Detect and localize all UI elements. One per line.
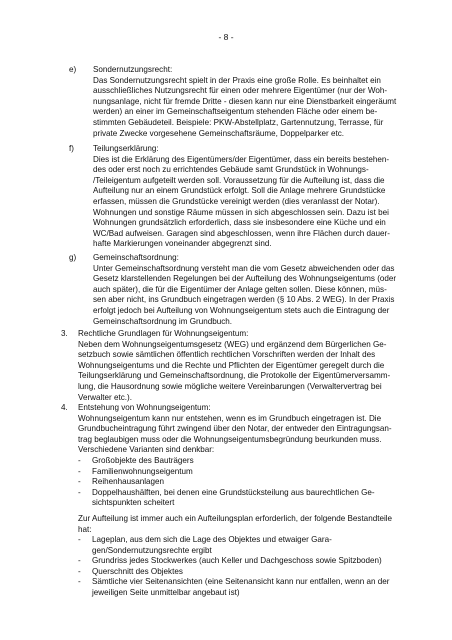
bullet-dash: - bbox=[78, 556, 81, 566]
section-4-label: 4. bbox=[61, 403, 68, 412]
list-item-text: Sämtliche vier Seitenansichten (eine Seitenansicht kann nur entfallen, wenn an der bbox=[92, 577, 390, 587]
text-line: hat: bbox=[78, 524, 92, 534]
list-item-text: jeweiligen Seite unmittelbar angebaut ist) bbox=[92, 587, 240, 597]
list-item-text: Großobjekte des Bauträgers bbox=[92, 456, 194, 465]
list-item-text: Doppelhaushälften, bei denen eine Grundstücksteilung aus baurechtlichen Ge- bbox=[92, 487, 375, 497]
section-e-title: Sondernutzungsrecht: bbox=[93, 65, 173, 74]
aufteilungsplan-intro bbox=[78, 514, 392, 535]
text-line: Grundbucheintragung führt zwingend über den Notar, der entweder den Eintragungsan- bbox=[78, 424, 392, 434]
text-line: Verschiedene Varianten sind denkbar: bbox=[78, 445, 215, 455]
bullet-dash: - bbox=[78, 535, 81, 544]
text-line: trag beglaubigen muss oder die Wohnungseigentumsbegründung beurkunden muss. bbox=[78, 434, 382, 444]
text-line: Gesetz klarstellenden Regelungen bei der Aufteilung des Wohnungseigentums (oder bbox=[93, 274, 397, 284]
text-line: Aufteilung nur an einem Grundstück erfolgt. Soll die Anlage mehrere Grundstücke bbox=[93, 186, 386, 196]
list-item-text: gen/Sondernutzungsrechte ergibt bbox=[92, 545, 212, 555]
section-f-label: f) bbox=[69, 144, 74, 153]
text-line: auch später), die für die Eigentümer der Anlage gelten sollen. Diese können, müs- bbox=[93, 284, 387, 294]
text-line: Wohnungen und sonstige Räume müssen in sich abgeschlossen sein. Dazu ist bei bbox=[93, 207, 389, 217]
section-4-title: Entstehung von Wohnungseigentum: bbox=[78, 403, 211, 412]
text-line: Unter Gemeinschaftsordnung versteht man die vom Gesetz abweichenden oder das bbox=[93, 263, 395, 273]
text-line: Verwalter etc.). bbox=[78, 392, 132, 402]
bullet-dash: - bbox=[78, 577, 81, 587]
text-line: sen aber nicht, ins Grundbuch eingetragen werden (§ 10 Abs. 2 WEG). In der Praxis bbox=[93, 295, 395, 305]
list-item-text: sichtspunkten scheitert bbox=[92, 498, 175, 508]
section-3-label: 3. bbox=[61, 329, 68, 338]
section-f-title: Teilungserklärung: bbox=[93, 144, 159, 153]
text-line: erfolgt jedoch bei Aufteilung von Wohnungseigentum stets auch die Eintragung der bbox=[93, 305, 390, 315]
text-line: private Zwecke vorgesehene Gemeinschaftsräume, Doppelparker etc. bbox=[93, 128, 345, 138]
bullet-dash: - bbox=[78, 456, 81, 465]
text-line: Das Sondernutzungsrecht spielt in der Praxis eine große Rolle. Es beinhaltet ein bbox=[93, 75, 381, 85]
list-item-text: Reihenhausanlagen bbox=[92, 477, 165, 487]
text-line: setzbuch sowie sämtlichen öffentlich rechtlichen Vorschriften werden der Inhalt des bbox=[78, 350, 376, 360]
bullet-dash: - bbox=[78, 487, 81, 497]
text-line: Wohnungseigentum kann nur entstehen, wenn es im Grundbuch eingetragen ist. Die bbox=[78, 413, 382, 423]
text-line: Zur Aufteilung ist immer auch ein Aufteilungsplan erforderlich, der folgende Bestandteile bbox=[78, 514, 393, 523]
text-line: hafte Markierungen voneinander abgegrenzt sind. bbox=[93, 239, 272, 249]
bullet-dash: - bbox=[78, 466, 81, 476]
text-line: Dies ist die Erklärung des Eigentümers/der Eigentümer, dass ein bereits bestehen- bbox=[93, 154, 390, 164]
text-line: ausschließliches Nutzungsrecht für einen oder mehrere Eigentümer (nur der Woh- bbox=[93, 86, 388, 96]
list-item-text: Familienwohnungseigentum bbox=[92, 466, 193, 476]
list-item-text: Grundriss jedes Stockwerkes (auch Keller und Dachgeschoss sowie Spitzboden) bbox=[92, 556, 382, 566]
list-item-text: Lageplan, aus dem sich die Lage des Objektes und etwaiger Gara- bbox=[92, 535, 332, 544]
section-e-label: e) bbox=[69, 65, 77, 74]
text-line: werden) an einer im Gemeinschaftseigentum stehenden Fläche oder einem be- bbox=[93, 107, 378, 117]
text-line: Teilungserklärung und Gemeinschaftsordnung, die Protokolle der Eigentümerversamm- bbox=[78, 371, 391, 381]
text-line: Wohnungen grundsätzlich erforderlich, dass sie insbesondere eine Küche und ein bbox=[93, 218, 386, 228]
text-line: WC/Bad aufweisen. Garagen sind abgeschlossen, wenn ihre Flächen durch dauer- bbox=[93, 228, 390, 238]
text-line: erfassen, müssen die Grundstücke vereinigt werden (dies veranlasst der Notar). bbox=[93, 196, 380, 206]
text-line: Gemeinschaftsordnung im Grundbuch. bbox=[93, 316, 233, 326]
section-3-title: Rechtliche Grundlagen für Wohnungseigentum: bbox=[78, 329, 249, 338]
list-item-text: Querschnitt des Objektes bbox=[92, 566, 183, 576]
text-line: lung, die Hausordnung sowie mögliche weitere Vereinbarungen (Verwaltervertrag bei bbox=[78, 381, 382, 391]
text-line: stimmten Gebäudeteil. Beispiele: PKW-Abstellplatz, Gartennutzung, Terrasse, für bbox=[93, 117, 384, 127]
section-g-label: g) bbox=[69, 253, 77, 262]
page-number: - 8 - bbox=[218, 32, 234, 42]
bullet-dash: - bbox=[78, 477, 81, 487]
text-line: Neben dem Wohnungseigentumsgesetz (WEG) und ergänzend dem Bürgerlichen Ge- bbox=[78, 339, 387, 349]
text-line: /Teileigentum aufgeteilt werden soll. Voraussetzung für die Aufteilung ist, dass die bbox=[93, 175, 385, 185]
text-line: Wohnungseigentums und die Rechte und Pflichten der Eigentümer geregelt durch die bbox=[78, 360, 385, 370]
bullet-dash: - bbox=[78, 566, 81, 576]
section-g-title: Gemeinschaftsordnung: bbox=[93, 253, 179, 262]
text-line: des oder erst noch zu errichtendes Gebäude samt Grundstück in Wohnungs- bbox=[93, 165, 369, 175]
text-line: nungsanlage, nicht für fremde Dritte - diesen kann nur eine Dienstbarkeit eingeräumt bbox=[93, 96, 397, 106]
